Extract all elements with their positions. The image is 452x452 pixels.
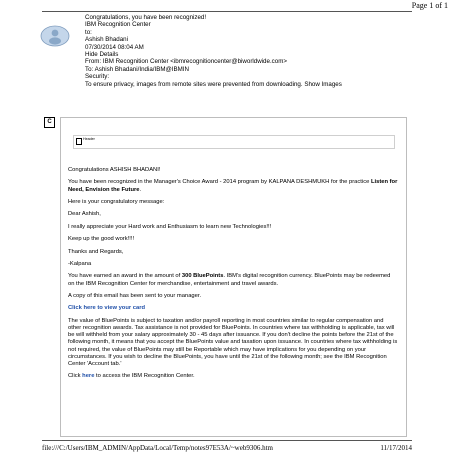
earned-text: You have earned an award in the amount of xyxy=(68,273,182,280)
to-line: To: Ashish Bhadani/India/IBM@IBMIN xyxy=(85,65,189,73)
privacy-notice: To ensure privacy, images from remote sites were prevented from downloading. xyxy=(85,80,303,88)
privacy-notice-line xyxy=(85,81,342,88)
appreciation-line: I really appreciate your Hard work and Enthusiasm to learn new Technologies!!! xyxy=(68,223,272,230)
bottom-divider xyxy=(42,440,412,441)
earned-amount: 300 BluePoints xyxy=(181,273,224,280)
access-here-link[interactable]: here xyxy=(82,373,95,380)
show-images-link[interactable]: Show Images xyxy=(304,80,342,88)
tax-paragraph: The value of BluePoints is subject to taxation and/or payroll reporting in most countries similar to regular compensation and other recognition awards. Tax assistance is not provided for BluePoints. In countries where tax withholding is applicable, tax will be will withheld from your salary approximately 30 - 45 days after issuance. If you don't decline the points before the 21st of the following month, it means that you accept the BluePoints value and taxation upon issuance. In countries where tax withholding is not required, the value of BluePoints may still be Reportable which may have implications for you depending on your circumstances. If you wish to decline the BluePoints, you have until the 21st of the following month; see the IBM Recognition Center 'Account tab.' xyxy=(68,317,398,367)
page-number: Page 1 of 1 xyxy=(411,1,448,10)
hide-details-link[interactable]: Hide Details xyxy=(85,51,119,59)
file-path: file:///C:/Users/IBM_ADMIN/AppData/Local/Temp/notes97E53A/~web9306.htm xyxy=(42,444,273,452)
image-placeholder xyxy=(73,135,395,149)
signature: -Kalpana xyxy=(68,260,92,267)
copy-sent-line: A copy of this email has been sent to your manager. xyxy=(68,292,202,299)
intro-suffix: . xyxy=(139,186,142,193)
mail-subject: Congratulations, you have been recognized! xyxy=(85,14,207,21)
blocked-image-icon: C xyxy=(44,117,55,128)
thanks-line: Thanks and Regards, xyxy=(68,248,124,255)
greeting: Congratulations ASHISH BHADANI! xyxy=(68,167,161,173)
message-intro: Here is your congratulatory message: xyxy=(68,198,165,205)
access-prefix: Click xyxy=(68,373,83,380)
earned-suffix: . IBM's digital recognition currency. BluePoints may be redeemed on the IBM Recognition Center for merchandise, entertainment and travel awards. xyxy=(68,273,391,287)
broken-image-icon xyxy=(76,138,82,145)
dear-line: Dear Ashish, xyxy=(68,211,101,218)
earned-paragraph xyxy=(68,273,398,287)
access-suffix: to access the IBM Recognition Center. xyxy=(94,373,195,380)
security-line: Security: xyxy=(85,73,110,81)
sender-name[interactable]: IBM Recognition Center xyxy=(85,21,151,29)
avatar-icon xyxy=(40,24,70,48)
image-placeholder-label: Header xyxy=(83,137,95,141)
sent-datetime: 07/30/2014 08:04 AM xyxy=(85,43,144,51)
intro-text: You have been recognized in the Manager's Choice Award - 2014 program by KALPANA DESHMUKH for the practice xyxy=(68,179,371,186)
view-card-link[interactable]: Click here to view your card xyxy=(68,305,145,312)
practice-name: Listen for Need, Envision the Future xyxy=(68,179,398,193)
recipient-name[interactable]: Ashish Bhadani xyxy=(85,36,128,44)
to-label: to: xyxy=(85,28,92,36)
print-date: 11/17/2014 xyxy=(380,444,412,452)
keep-up-line: Keep up the good work!!!! xyxy=(68,236,135,243)
intro-paragraph xyxy=(68,179,398,193)
from-line: From: IBM Recognition Center <ibmrecognitioncenter@biworldwide.com> xyxy=(85,58,287,66)
top-divider xyxy=(42,11,412,12)
mail-body xyxy=(68,167,398,386)
access-line xyxy=(68,373,398,380)
mail-header xyxy=(85,14,342,88)
